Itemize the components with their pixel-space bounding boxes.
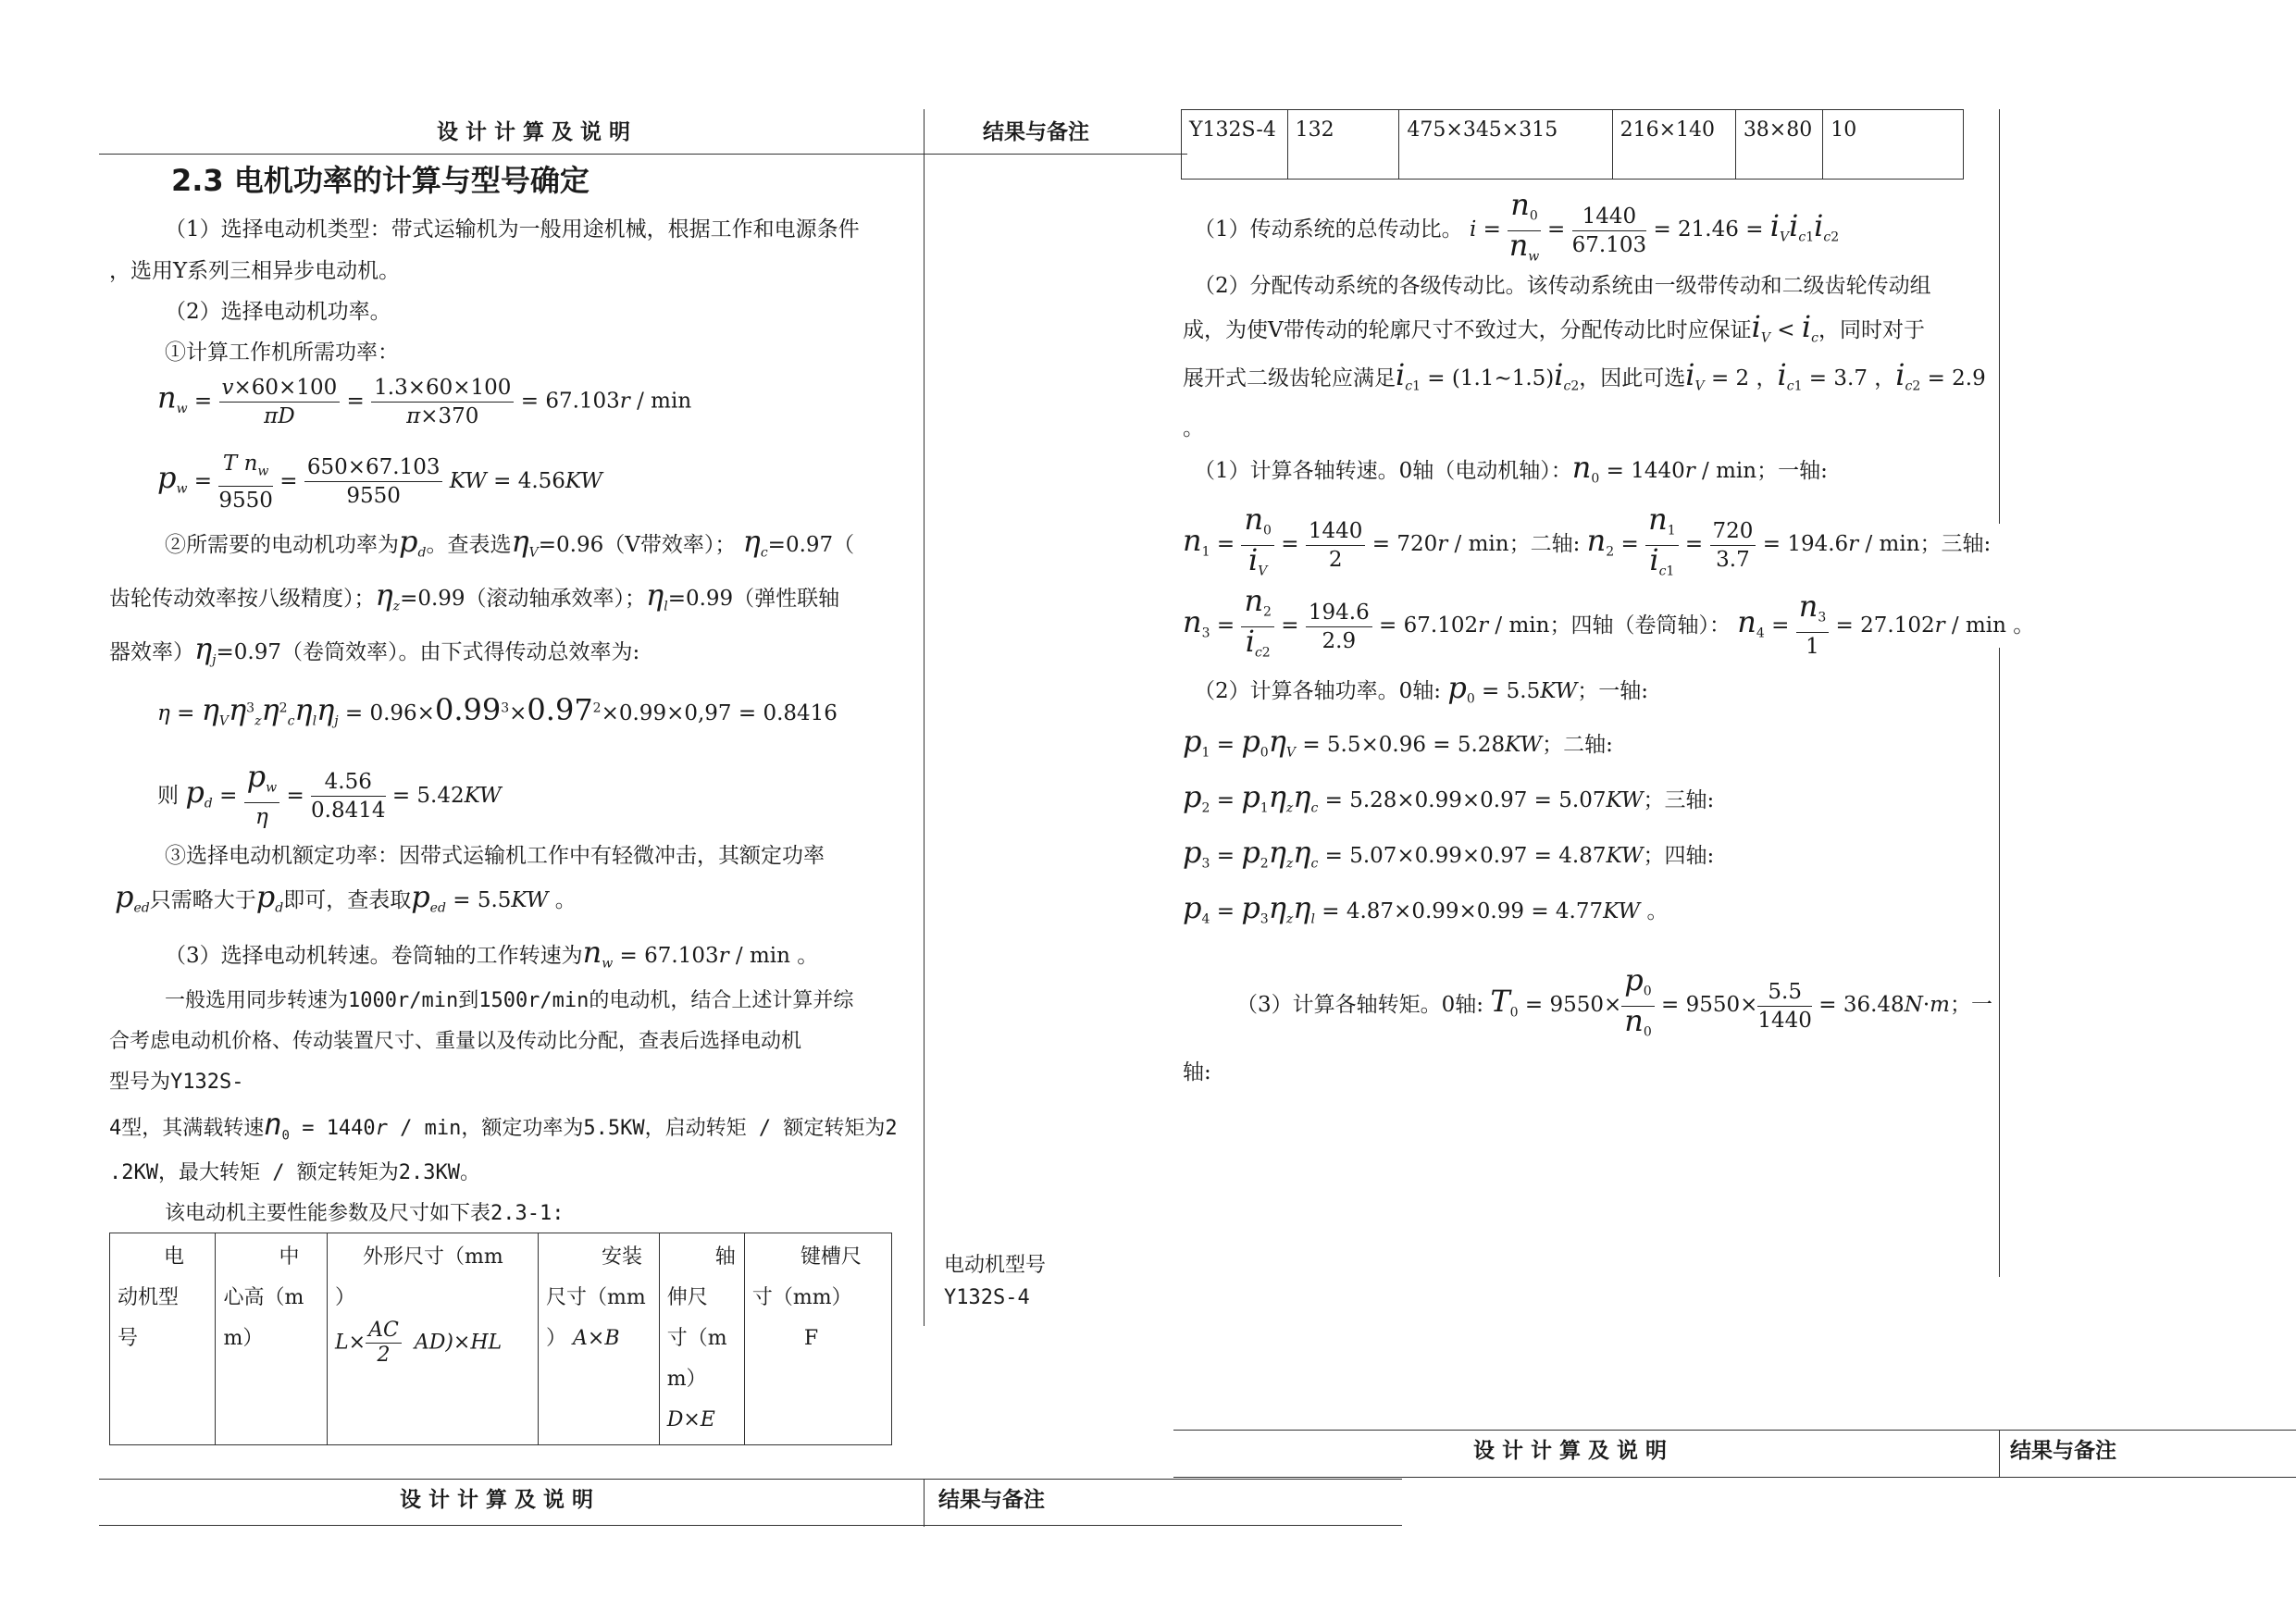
para-shaft-power-title: （2）计算各轴功率。0轴: $p_0 = 5.5KW$；一轴: — [1194, 670, 1648, 707]
cell-center-height: 132 — [1287, 110, 1399, 180]
right-column-divider-upper — [1999, 109, 2000, 524]
para-motor-type-a: （1）选择电动机类型：带式运输机为一般用途机械，根据工作和电源条件 — [165, 217, 860, 242]
bottom-right-rule-top — [1173, 1430, 2296, 1431]
left-header-design: 设 计 计 算 及 说 明 — [437, 120, 631, 144]
para-ratio-distribution-1: （2）分配传动系统的各级传动比。该传动系统由一级带传动和二级齿轮传动组 — [1194, 274, 1931, 298]
para-select-4: 4型，其满载转速$n_0 = 1440r / \min$，额定功率为5.5KW，启动转矩 / 额定转矩为2 — [109, 1107, 898, 1144]
para-efficiency-1: ②所需要的电动机功率为$p_d$。查表选$\eta_V=0.96(V$带效率）； $\eta_c=0.97$（ — [165, 524, 855, 561]
formula-torque-t0: （3）计算各轴转矩。0轴: $T_0 = 9550\times$ $\frac{p_0}{n_0}$ = 9550× $\frac{5.5}{1440}$ = 36.48N·m；一 — [1236, 962, 1992, 1040]
left-header-notes: 结果与备注 — [983, 120, 1089, 144]
formula-p2: $p_2 = p_1\eta_z\eta_c = 5.28\times 0.99\times 0.97 = 5.07KW$；三轴: — [1183, 779, 1715, 816]
cell-overall-dimensions: 475×345×315 — [1399, 110, 1612, 180]
section-title: 2.3 电机功率的计算与型号确定 — [171, 163, 590, 198]
bottom-right-header-notes: 结果与备注 — [2010, 1439, 2116, 1463]
cell-keyway: 10 — [1823, 110, 1964, 180]
bottom-right-rule-bottom — [1173, 1477, 2296, 1478]
formula-p1: $p_1 = p_0\eta_V = 5.5\times 0.96 = 5.28KW$；二轴: — [1183, 724, 1613, 761]
col-shaft-extension: 轴 伸尺 寸（m m） D×E — [659, 1233, 744, 1445]
bottom-right-divider — [1999, 1430, 2000, 1478]
bottom-left-rule-top — [99, 1479, 1402, 1480]
bottom-left-header-notes: 结果与备注 — [938, 1488, 1045, 1512]
bottom-left-divider — [924, 1479, 925, 1527]
para-table-intro: 该电动机主要性能参数及尺寸如下表2.3-1: — [165, 1202, 565, 1225]
para-efficiency-2: 齿轮传动效率按八级精度）；$\eta_z=0.99$（滚动轴承效率）；$\eta_l=0.99$（弹性联轴 — [109, 577, 840, 614]
col-overall-dimensions: 外形尺寸（mm ） L× $\frac{AC}{2}$ AD)×HL — [328, 1233, 539, 1445]
bottom-left-rule-bottom — [99, 1525, 1402, 1526]
notes-motor-model-label: 电动机型号 — [944, 1254, 1047, 1277]
bottom-left-header-design: 设 计 计 算 及 说 明 — [400, 1488, 594, 1512]
para-motor-type-b: ，选用Y系列三相异步电动机。 — [109, 259, 401, 283]
col-motor-model: 电 动机型 号 — [110, 1233, 216, 1445]
para-ratio-distribution-2: 成，为使V带传动的轮廓尺寸不致过大，分配传动比时应保证$i_V < i_c$，同时对于 — [1183, 309, 1925, 346]
left-header-rule — [99, 154, 1187, 155]
cell-model: Y132S-4 — [1182, 110, 1288, 180]
para-ratio-distribution-4: 。 — [1183, 416, 1204, 440]
col-center-height: 中 心高（m m） — [216, 1233, 328, 1445]
para-rated-power-b: $p_{ed}$只需略大于$p_d$即可，查表取$p_{ed} = 5.5KW$ 。 — [115, 879, 577, 916]
formula-p4: $p_4 = p_3\eta_z\eta_l = 4.87\times 0.99\times 0.99 = 4.77KW$ 。 — [1183, 890, 1669, 927]
formula-pw: $p_w$ = $\frac{T n_w}{9550}$ = $\frac{650\times 67.103}{9550}$ KW = 4.56KW — [157, 452, 602, 513]
para-efficiency-3: 器效率）$\eta_j=0.97$（卷筒效率）。由下式得传动总效率为: — [109, 631, 640, 668]
para-select-1: 一般选用同步转速为1000r/min到1500r/min的电动机，结合上述计算并综 — [165, 989, 854, 1012]
para-speed: （3）选择电动机转速。卷筒轴的工作转速为$n_w = 67.103r / \min$ 。 — [165, 935, 819, 972]
formula-eta-total: $\eta = \eta_V\eta^3_z\eta^2_c\eta_l\eta_j = 0.96\times 0.99^3\times 0.97^2\times 0.99\times 0,97 = 0.8416$ — [157, 692, 838, 729]
formula-n3-n4: $n_3$ = $\frac{n_2}{i_{c2}}$ = $\frac{194.6}{2.9}$ = 67.102r / min；四轴（卷筒轴）： $n_4$ = $\frac{n_3}{1}$ = 27.102r / min 。 — [1183, 583, 2035, 661]
para-total-ratio: （1）传动系统的总传动比。 i = $\frac{n_0}{n_w}$ = $\frac{1440}{67.103}$ = $21.46 = i_Vi_{c1}i_{c2}$ — [1194, 187, 1840, 265]
right-column-divider-lower — [1999, 648, 2000, 1277]
para-select-5: .2KW，最大转矩 / 额定转矩为2.3KW。 — [109, 1161, 480, 1184]
para-torque-next: 轴: — [1183, 1060, 1211, 1084]
notes-motor-model-value: Y132S-4 — [944, 1286, 1030, 1309]
formula-p3: $p_3 = p_2\eta_z\eta_c = 5.07\times 0.99\times 0.97 = 4.87KW$；四轴: — [1183, 835, 1715, 872]
col-mounting-size: 安装 尺寸（mm ） A×B — [539, 1233, 660, 1445]
cell-shaft-extension: 38×80 — [1735, 110, 1822, 180]
formula-n1-n2: $n_1$ = $\frac{n_0}{i_V}$ = $\frac{1440}{2}$ = 720r / min；二轴: $n_2$ = $\frac{n_1}{i_{c1}}$ = $\frac{720}{3.7}$ = 194.6r / min；三轴: — [1183, 502, 1992, 579]
bottom-right-header-design: 设 计 计 算 及 说 明 — [1473, 1439, 1668, 1463]
motor-spec-table-row — [1181, 109, 1964, 180]
para-select-3: 型号为Y132S- — [109, 1071, 244, 1094]
para-ratio-distribution-3: 展开式二级齿轮应满足$i_{c1}$ = $(1.1\sim 1.5)i_{c2}$，因此可选$i_V = 2$ ，$i_{c1} = 3.7$ ，$i_{c2} = 2.9$ — [1183, 357, 1986, 394]
para-select-2: 合考虑电动机价格、传动装置尺寸、重量以及传动比分配，查表后选择电动机 — [109, 1030, 802, 1053]
formula-nw: $n_w$ = $\frac{v\times 60\times 100}{\pi D}$ = $\frac{1.3\times 60\times 100}{\pi\times 370}$ = 67.103r / min — [157, 376, 692, 428]
para-rated-power-a: ③选择电动机额定功率：因带式运输机工作中有轻微冲击，其额定功率 — [165, 844, 825, 868]
para-motor-power: （2）选择电动机功率。 — [165, 300, 391, 324]
col-keyway: 键槽尺 寸（mm） F — [744, 1233, 891, 1445]
cell-mounting-size: 216×140 — [1612, 110, 1735, 180]
para-work-power: ①计算工作机所需功率： — [165, 341, 399, 365]
formula-pd: 则 $p_d$ = $\frac{p_w}{\eta}$ = $\frac{4.56}{0.8414}$ = 5.42KW — [157, 759, 502, 829]
para-shaft-speed-title: （1）计算各轴转速。0轴（电动机轴）：$n_0 = 1440r / \min$；一轴: — [1194, 450, 1828, 487]
motor-spec-table-header — [109, 1233, 892, 1445]
left-column-divider — [924, 109, 925, 1326]
